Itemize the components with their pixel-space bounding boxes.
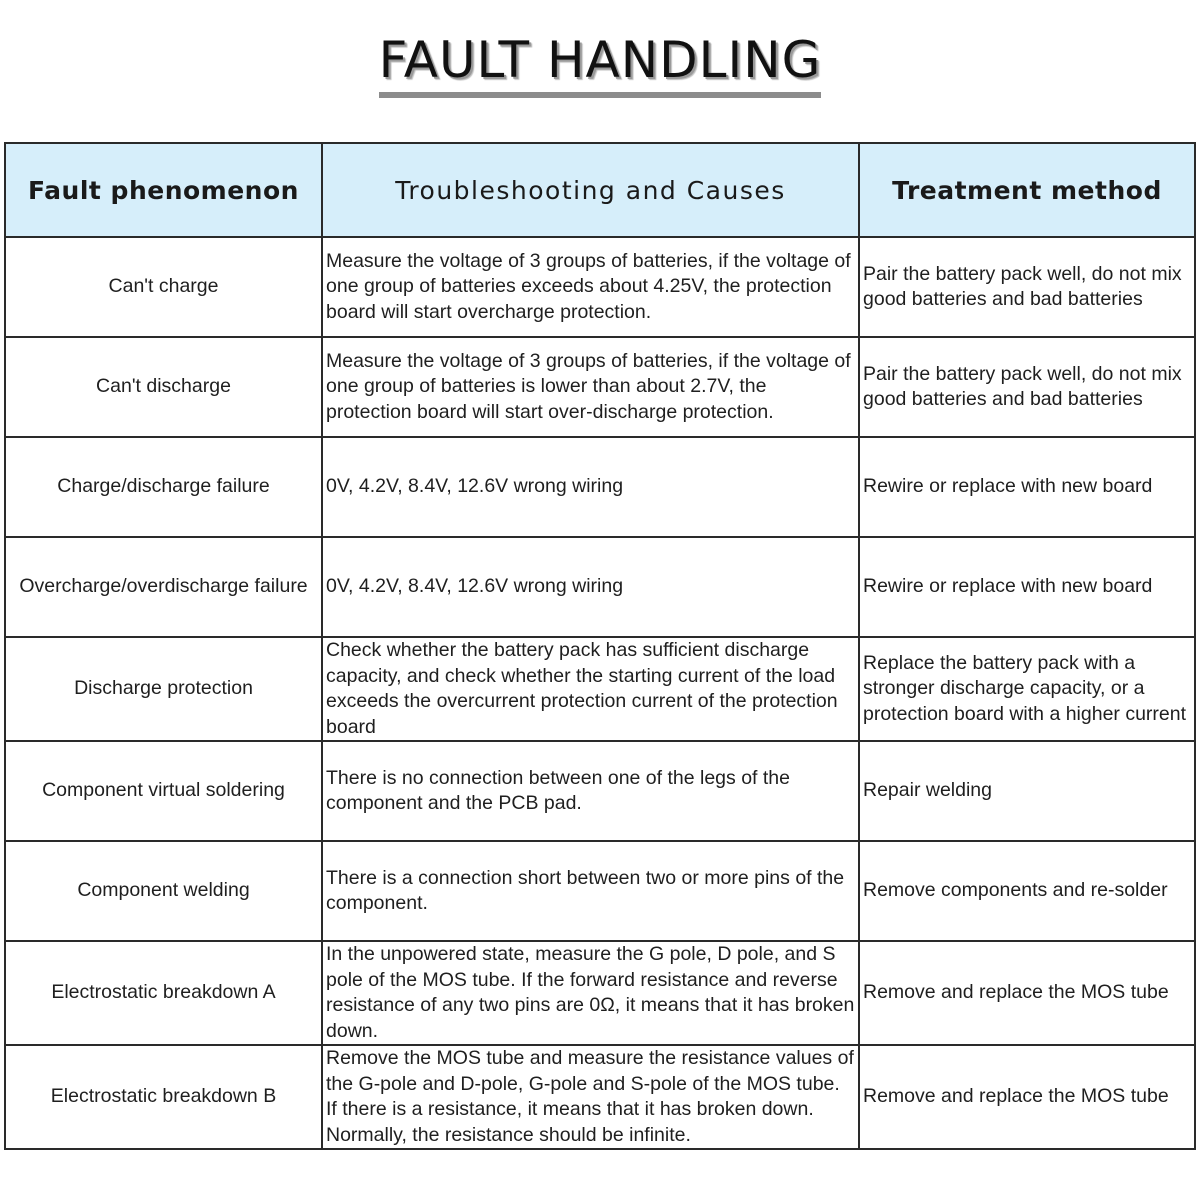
cause-cell: Check whether the battery pack has sufficient discharge capacity, and check whether the starting current of the load exceeds the overcurrent protection current of the protection board: [322, 637, 859, 741]
treatment-cell: Remove components and re-solder: [859, 841, 1195, 941]
treatment-cell: Pair the battery pack well, do not mix good batteries and bad batteries: [859, 237, 1195, 337]
cause-cell: Measure the voltage of 3 groups of batteries, if the voltage of one group of batteries exceeds about 4.25V, the protection board will start overcharge protection.: [322, 237, 859, 337]
cause-cell: There is a connection short between two or more pins of the component.: [322, 841, 859, 941]
cause-cell: In the unpowered state, measure the G pole, D pole, and S pole of the MOS tube. If the forward resistance and reverse resistance of any two pins are 0Ω, it means that it has broken down.: [322, 941, 859, 1045]
table-row: [5, 741, 1195, 841]
table-row: [5, 637, 1195, 741]
fault-cell: Electrostatic breakdown B: [5, 1045, 322, 1149]
table-row: [5, 1045, 1195, 1149]
treatment-cell: Pair the battery pack well, do not mix good batteries and bad batteries: [859, 337, 1195, 437]
fault-cell: Can't charge: [5, 237, 322, 337]
table-row: [5, 237, 1195, 337]
cause-cell: 0V, 4.2V, 8.4V, 12.6V wrong wiring: [322, 437, 859, 537]
treatment-cell: Remove and replace the MOS tube: [859, 1045, 1195, 1149]
treatment-cell: Repair welding: [859, 741, 1195, 841]
fault-cell: Discharge protection: [5, 637, 322, 741]
header-row: [5, 143, 1195, 237]
treatment-cell: Rewire or replace with new board: [859, 437, 1195, 537]
table-row: [5, 941, 1195, 1045]
table-row: [5, 437, 1195, 537]
header-troubleshooting-causes: Troubleshooting and Causes: [322, 143, 859, 237]
treatment-cell: Rewire or replace with new board: [859, 537, 1195, 637]
header-fault-phenomenon: Fault phenomenon: [5, 143, 322, 237]
treatment-cell: Replace the battery pack with a stronger discharge capacity, or a protection board with a higher current: [859, 637, 1195, 741]
cause-cell: 0V, 4.2V, 8.4V, 12.6V wrong wiring: [322, 537, 859, 637]
cause-cell: Measure the voltage of 3 groups of batteries, if the voltage of one group of batteries is lower than about 2.7V, the protection board will start over-discharge protection.: [322, 337, 859, 437]
header-treatment-method: Treatment method: [859, 143, 1195, 237]
page-title: FAULT HANDLING: [379, 30, 822, 98]
table-row: [5, 537, 1195, 637]
fault-table: [4, 142, 1196, 1150]
cause-cell: There is no connection between one of the legs of the component and the PCB pad.: [322, 741, 859, 841]
table-row: [5, 841, 1195, 941]
fault-cell: Component virtual soldering: [5, 741, 322, 841]
fault-cell: Charge/discharge failure: [5, 437, 322, 537]
fault-cell: Can't discharge: [5, 337, 322, 437]
cause-cell: Remove the MOS tube and measure the resistance values of the G-pole and D-pole, G-pole and S-pole of the MOS tube. If there is a resistance, it means that it has broken down. Normally, the resistance should be infinite.: [322, 1045, 859, 1149]
table-row: [5, 337, 1195, 437]
title-container: [0, 30, 1200, 98]
fault-cell: Overcharge/overdischarge failure: [5, 537, 322, 637]
fault-cell: Component welding: [5, 841, 322, 941]
treatment-cell: Remove and replace the MOS tube: [859, 941, 1195, 1045]
fault-cell: Electrostatic breakdown A: [5, 941, 322, 1045]
